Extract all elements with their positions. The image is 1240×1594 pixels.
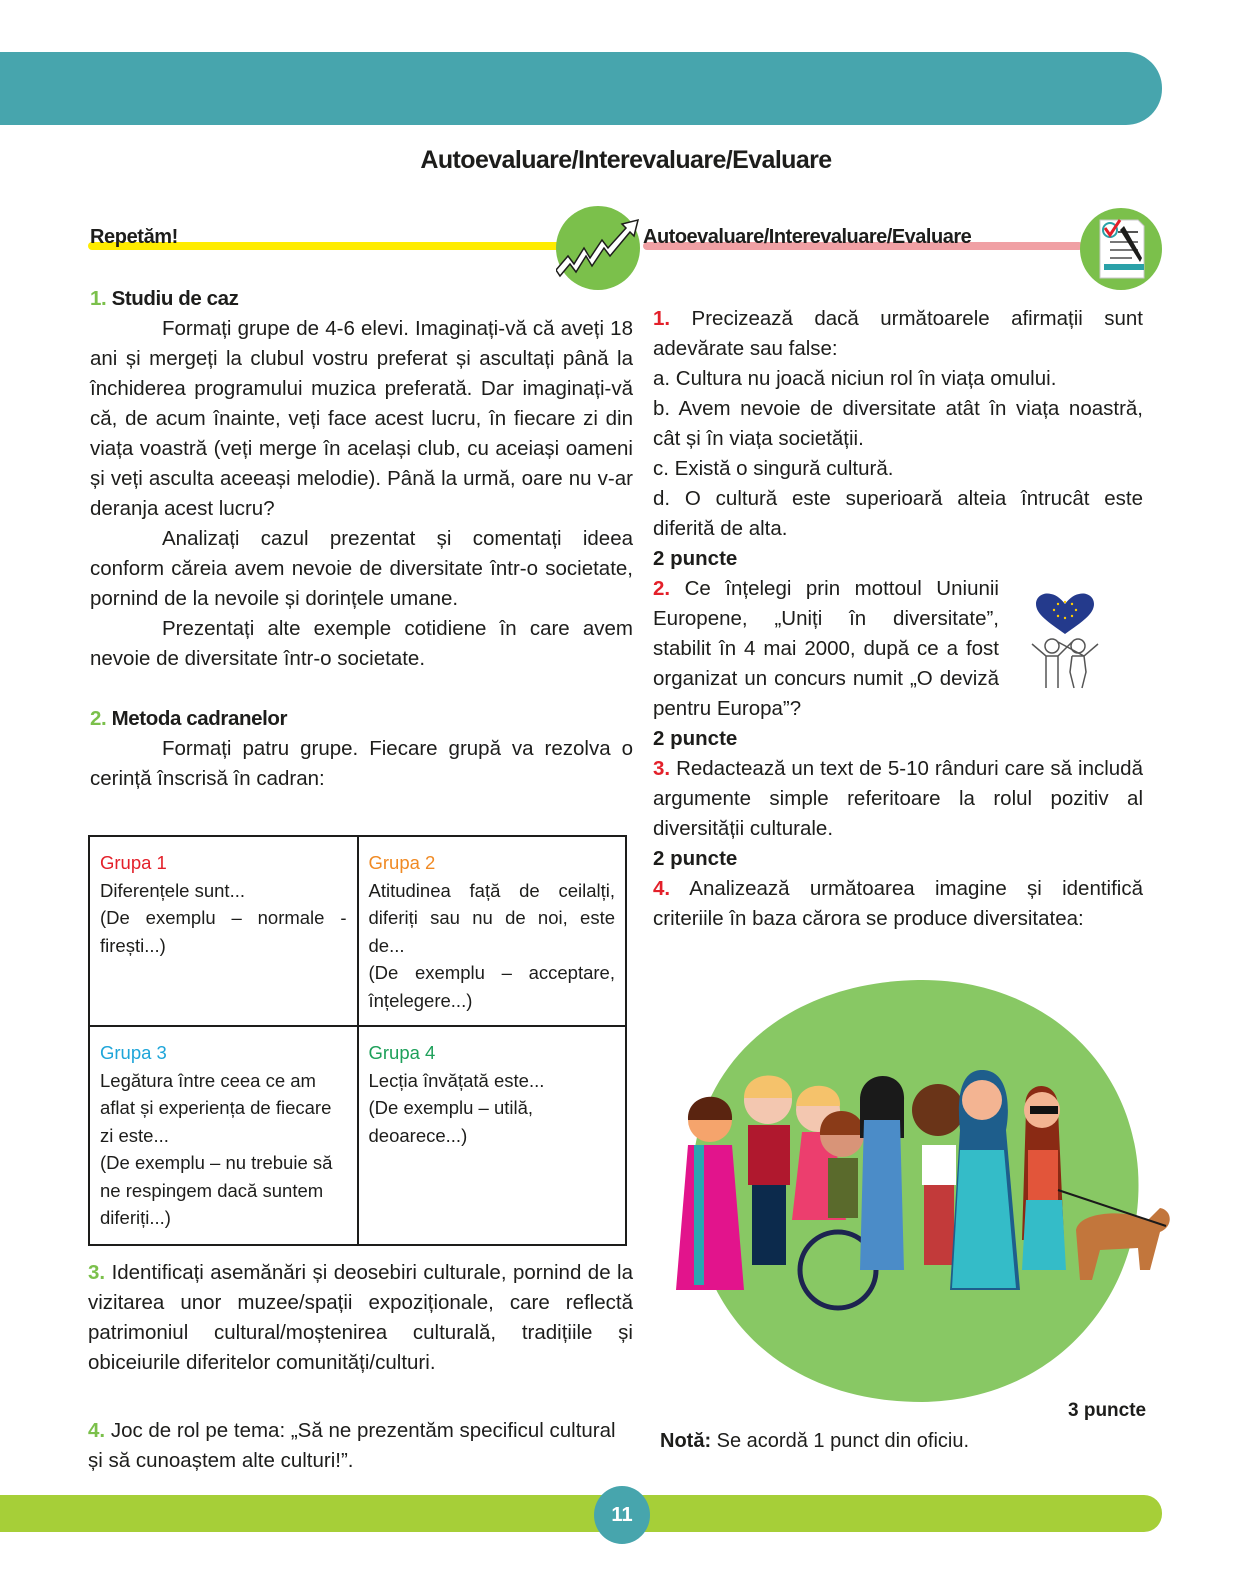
question-heading [90,284,633,314]
points-label: 2 puncte [653,847,738,870]
question-number: 1. [90,287,107,310]
question-4 [653,874,1143,934]
quadrant-cell [89,836,358,1026]
group-example: (De exemplu – acceptare, înțelegere...) [368,962,615,1011]
group-example: (De exemplu – normale - firești...) [100,907,347,956]
note [660,1430,969,1453]
question-text: Precizează dacă următoarele afirmații sunt adevărate sau false: [653,307,1143,360]
checklist-document-icon [1080,208,1162,290]
question-title: Studiu de caz [111,287,239,310]
statement-a: a. Cultura nu joacă niciun rol în viața omului. [653,367,1057,390]
question-number: 3. [653,757,671,780]
group-example: (De exemplu – nu trebuie să ne respingem dacă suntem diferiți...) [100,1152,333,1228]
question-4 [88,1416,633,1476]
question-text: Identificați asemănări și deosebiri culturale, pornind de la vizitarea unor muzee/spații expoziționale, care reflectă patrimoniul cultural/moștenirea culturală, tradițiile și obiceiurile diferitelor comunități/culturi. [88,1261,633,1374]
group-label: Grupa 2 [368,852,436,873]
group-prompt: Legătura între ceea ce am aflat și experiența de fiecare zi este... [100,1069,332,1146]
group-label: Grupa 4 [368,1042,436,1063]
group-label: Grupa 1 [100,852,167,873]
note-label: Notă: [660,1430,712,1452]
question-number: 1. [653,307,671,330]
question-number: 4. [653,877,671,900]
quadrant-table [88,835,627,1246]
section-heading-evaluare [643,224,1103,254]
footer-band [0,1495,1162,1532]
question-3 [653,754,1143,844]
section-heading-label: Repetăm! [90,226,178,248]
quadrant-cell [358,1026,627,1245]
statement-c: c. Există o singură cultură. [653,457,894,480]
paragraph: Analizați cazul prezentat și comentați ideea conform căreia avem nevoie de diversitate într-o societate, pornind de la nevoile și dorințele umane. [90,527,633,610]
question-title: Metoda cadranelor [111,707,288,730]
left-column [90,284,633,794]
question-heading [90,704,633,734]
paragraph: Formați grupe de 4-6 elevi. Imaginați-vă că aveți 18 ani și mergeți la clubul vostru preferat și ascultați până la închiderea programului muzica preferată. Dar imaginați-vă că, de acum înainte, veți face acest lucru, în fiecare zi din viața voastră (veți merge în același club, cu aceiași oameni și veți asculta aceeași melodie). Până la urmă, oare nu v-ar deranja acest lucru? [90,317,633,520]
group-label: Grupa 3 [100,1042,167,1063]
question-text: Analizează următoarea imagine și identifică criteriile în baza cărora se produce diversitatea: [653,877,1143,930]
points-label: 2 puncte [653,547,738,570]
question-text: Joc de rol pe tema: „Să ne prezentăm specificul cultural și să cunoaștem alte culturi!”. [88,1419,616,1472]
points-label: 2 puncte [653,727,738,750]
question-number: 2. [90,707,107,730]
paragraph: Prezentați alte exemple cotidiene în care avem nevoie de diversitate într-o societate. [90,617,633,670]
points-label: 3 puncte [1068,1400,1147,1421]
group-prompt: Lecția învățată este... [368,1069,545,1091]
section-heading-repetam [88,224,588,254]
paragraph: Formați patru grupe. Fiecare grupă va rezolva o cerință înscrisă în cadran: [90,737,633,790]
page-title: Autoevaluare/Interevaluare/Evaluare [420,146,832,174]
question-text: Redactează un text de 5-10 rânduri care să includă argumente simple referitoare la rolul pozitiv al diversității culturale. [653,757,1143,840]
question-number: 3. [88,1261,106,1284]
question-number: 2. [653,577,671,600]
group-prompt: Diferențele sunt... [100,879,245,901]
question-text: Ce înțelegi prin mottoul Uniunii Europene, „Uniți în diversitate”, stabilit în 4 mai 2000, după ce a fost organizat un concurs numit „O deviză pentru Europa”? [653,577,999,720]
statement-b: b. Avem nevoie de diversitate atât în viața noastră, cât și în viața societății. [653,397,1143,450]
question-3 [88,1258,633,1378]
statement-d: d. O cultură este superioară alteia întrucât este diferită de alta. [653,487,1143,540]
eu-heart-children-icon [1028,592,1102,692]
quadrant-cell [358,836,627,1026]
question-2 [653,574,999,724]
group-prompt: Atitudinea față de ceilalți, diferiți sau nu de noi, este de... [368,879,615,956]
growth-chart-icon [556,206,640,290]
page-number: 11 [594,1486,650,1544]
quadrant-cell [89,1026,358,1245]
diverse-people-illustration [660,970,1180,1410]
question-number: 4. [88,1419,106,1442]
note-text: Se acordă 1 punct din oficiu. [711,1430,970,1452]
question-1 [653,304,1143,364]
header-band [0,52,1162,125]
section-heading-label: Autoevaluare/Interevaluare/Evaluare [643,226,972,248]
group-example: (De exemplu – utilă, deoarece...) [368,1097,534,1146]
